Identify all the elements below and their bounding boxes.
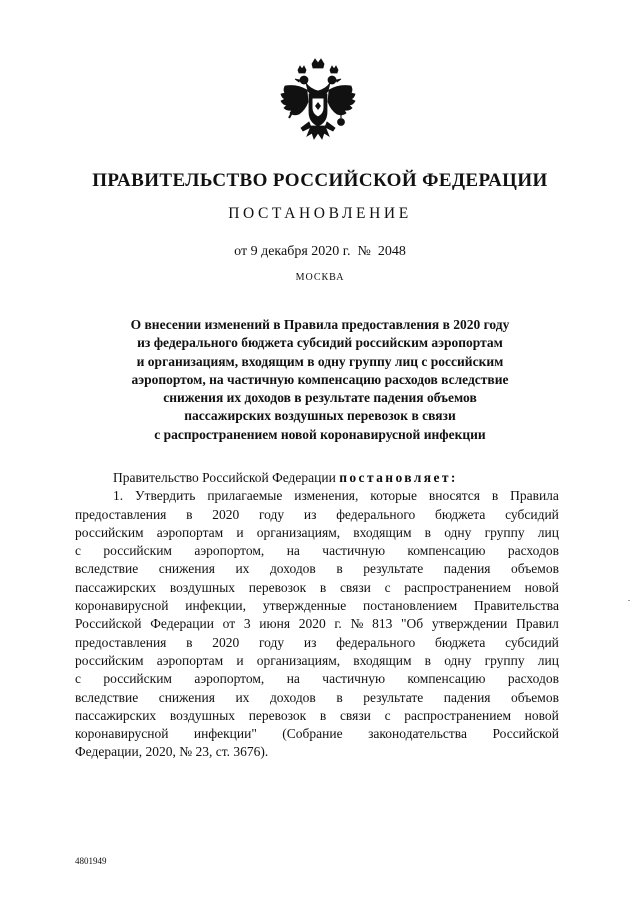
word: и [236, 652, 244, 668]
word: результате [363, 561, 424, 577]
word: Российской [492, 726, 559, 742]
word: входящим [353, 524, 412, 540]
word: организациям, [256, 524, 341, 540]
body-line [75, 579, 559, 597]
word: изменения, [294, 488, 359, 504]
word: 1. [113, 488, 124, 504]
body-line: Федерации, 2020, № 23, ст. 3676). [75, 744, 269, 760]
word: и [236, 524, 244, 540]
word: 2020 [212, 506, 240, 522]
word: объемов [511, 561, 559, 577]
word: российским [103, 671, 172, 687]
subject-line: и организациям, входящим в одну группу лиц с российским [136, 353, 504, 369]
word: компенсацию [407, 543, 486, 559]
word: в [424, 652, 432, 668]
word: падения [443, 689, 491, 705]
word: инфекции, [185, 598, 247, 614]
word: группу [484, 524, 525, 540]
word: в [319, 707, 327, 723]
word: российским [75, 652, 144, 668]
word: коронавирусной [75, 598, 169, 614]
word: коронавирусной [75, 726, 169, 742]
body-line [75, 487, 559, 505]
body-line [75, 707, 559, 725]
body-line [75, 725, 559, 743]
subject-line: О внесении изменений в Правила предоставления в 2020 году [130, 317, 510, 332]
word: новой [524, 579, 559, 595]
word: предоставления [75, 634, 167, 650]
word: утвержденные [262, 598, 347, 614]
word: российским [103, 543, 172, 559]
word: расходов [507, 543, 559, 559]
word: от [222, 616, 236, 632]
word: Правительства [474, 598, 559, 614]
word: г. [334, 616, 342, 632]
word: новой [524, 707, 559, 723]
word: пассажирских [75, 707, 157, 723]
word: связи [339, 579, 371, 595]
word: их [235, 561, 250, 577]
word: их [235, 689, 250, 705]
scan-mark [628, 600, 630, 601]
word: "Об [401, 616, 424, 632]
word: распространением [404, 707, 512, 723]
word: результате [363, 689, 424, 705]
word: федерального [336, 506, 416, 522]
body-line [75, 615, 559, 633]
word: из [303, 634, 317, 650]
subject-line: аэропортом, на частичную компенсацию расходов вследствие [131, 371, 509, 387]
body-line [75, 524, 559, 542]
word: с [75, 671, 81, 687]
word: одну [444, 652, 472, 668]
word: с [75, 543, 81, 559]
document-subject [60, 316, 580, 444]
body-line [75, 542, 559, 560]
word: 2020 [212, 634, 240, 650]
subject-line: с распространением новой коронавирусной инфекции [154, 426, 486, 442]
body-line [75, 670, 559, 688]
word: в [186, 634, 193, 650]
word: российским [75, 524, 144, 540]
word: в [336, 561, 343, 577]
word: июня [259, 616, 291, 632]
word: Утвердить [134, 488, 196, 504]
word: субсидий [505, 634, 559, 650]
word: № [350, 616, 364, 632]
body-line [75, 597, 559, 615]
word: доходов [269, 689, 316, 705]
word: бюджета [435, 506, 486, 522]
word: предоставления [75, 506, 167, 522]
word: Правил [516, 616, 559, 632]
word: снижения [158, 561, 215, 577]
word: 2020 [298, 616, 326, 632]
word: одну [444, 524, 472, 540]
word: в [424, 524, 432, 540]
word: Российской [75, 616, 142, 632]
word: на [286, 543, 300, 559]
word: 3 [243, 616, 251, 632]
word: входящим [353, 652, 412, 668]
word: в [336, 689, 343, 705]
word: воздушных [169, 707, 236, 723]
word: Федерации [150, 616, 214, 632]
word: лиц [537, 652, 559, 668]
word: бюджета [435, 634, 486, 650]
word: аэропортом, [194, 543, 265, 559]
word: с [384, 579, 391, 595]
document-type: ПОСТАНОВЛЕНИЕ [228, 205, 412, 222]
word: которые [370, 488, 417, 504]
body-line [75, 652, 559, 670]
word: компенсацию [407, 671, 486, 687]
word: аэропортам [156, 652, 224, 668]
coat-of-arms-icon [271, 56, 365, 152]
word: федерального [336, 634, 416, 650]
date-number-line: от 9 декабря 2020 г. № 2048 [234, 244, 406, 259]
subject-line: из федерального бюджета субсидий российским аэропортам [137, 335, 503, 351]
word: частичную [322, 543, 386, 559]
body-line [75, 634, 559, 652]
subject-line: пассажирских воздушных перевозок в связи [184, 408, 456, 424]
word: из [303, 506, 317, 522]
word: (Собрание [282, 726, 343, 742]
resolution-body [75, 469, 559, 762]
government-title: ПРАВИТЕЛЬСТВО РОССИЙСКОЙ ФЕДЕРАЦИИ [92, 170, 548, 191]
city-name: МОСКВА [295, 272, 345, 283]
word: законодательства [368, 726, 467, 742]
word: инфекции" [193, 726, 257, 742]
word: году [258, 506, 285, 522]
word: доходов [269, 561, 316, 577]
word: распространением [404, 579, 512, 595]
word: объемов [511, 689, 559, 705]
word: группу [484, 652, 525, 668]
word: в [491, 488, 499, 504]
word: в [319, 579, 327, 595]
word: на [286, 671, 300, 687]
word: перевозок [248, 707, 307, 723]
word: расходов [507, 671, 559, 687]
word: пассажирских [75, 579, 157, 595]
word: прилагаемые [207, 488, 283, 504]
word: связи [339, 707, 371, 723]
body-line [75, 560, 559, 578]
word: постановлением [362, 598, 458, 614]
word: лиц [537, 524, 559, 540]
word: аэропортам [156, 524, 224, 540]
word: снижения [158, 689, 215, 705]
word: падения [443, 561, 491, 577]
document-code: 4801949 [75, 856, 107, 866]
word: субсидий [505, 506, 559, 522]
word: воздушных [169, 579, 236, 595]
word: вследствие [75, 561, 139, 577]
word: 813 [372, 616, 393, 632]
body-line [75, 506, 559, 524]
preamble-text: Правительство Российской Федерации [113, 470, 340, 485]
body-line [75, 689, 559, 707]
word: вносятся [428, 488, 480, 504]
word: вследствие [75, 689, 139, 705]
word: в [186, 506, 193, 522]
subject-line: снижения их доходов в результате падения объемов [163, 390, 477, 406]
word: организациям, [256, 652, 341, 668]
word: частичную [322, 671, 386, 687]
word: году [258, 634, 285, 650]
word: утверждении [431, 616, 508, 632]
word: с [384, 707, 391, 723]
word: перевозок [248, 579, 307, 595]
resolves-word: постановляет: [339, 470, 458, 485]
word: аэропортом, [194, 671, 265, 687]
preamble-line [75, 469, 559, 487]
word: Правила [510, 488, 559, 504]
